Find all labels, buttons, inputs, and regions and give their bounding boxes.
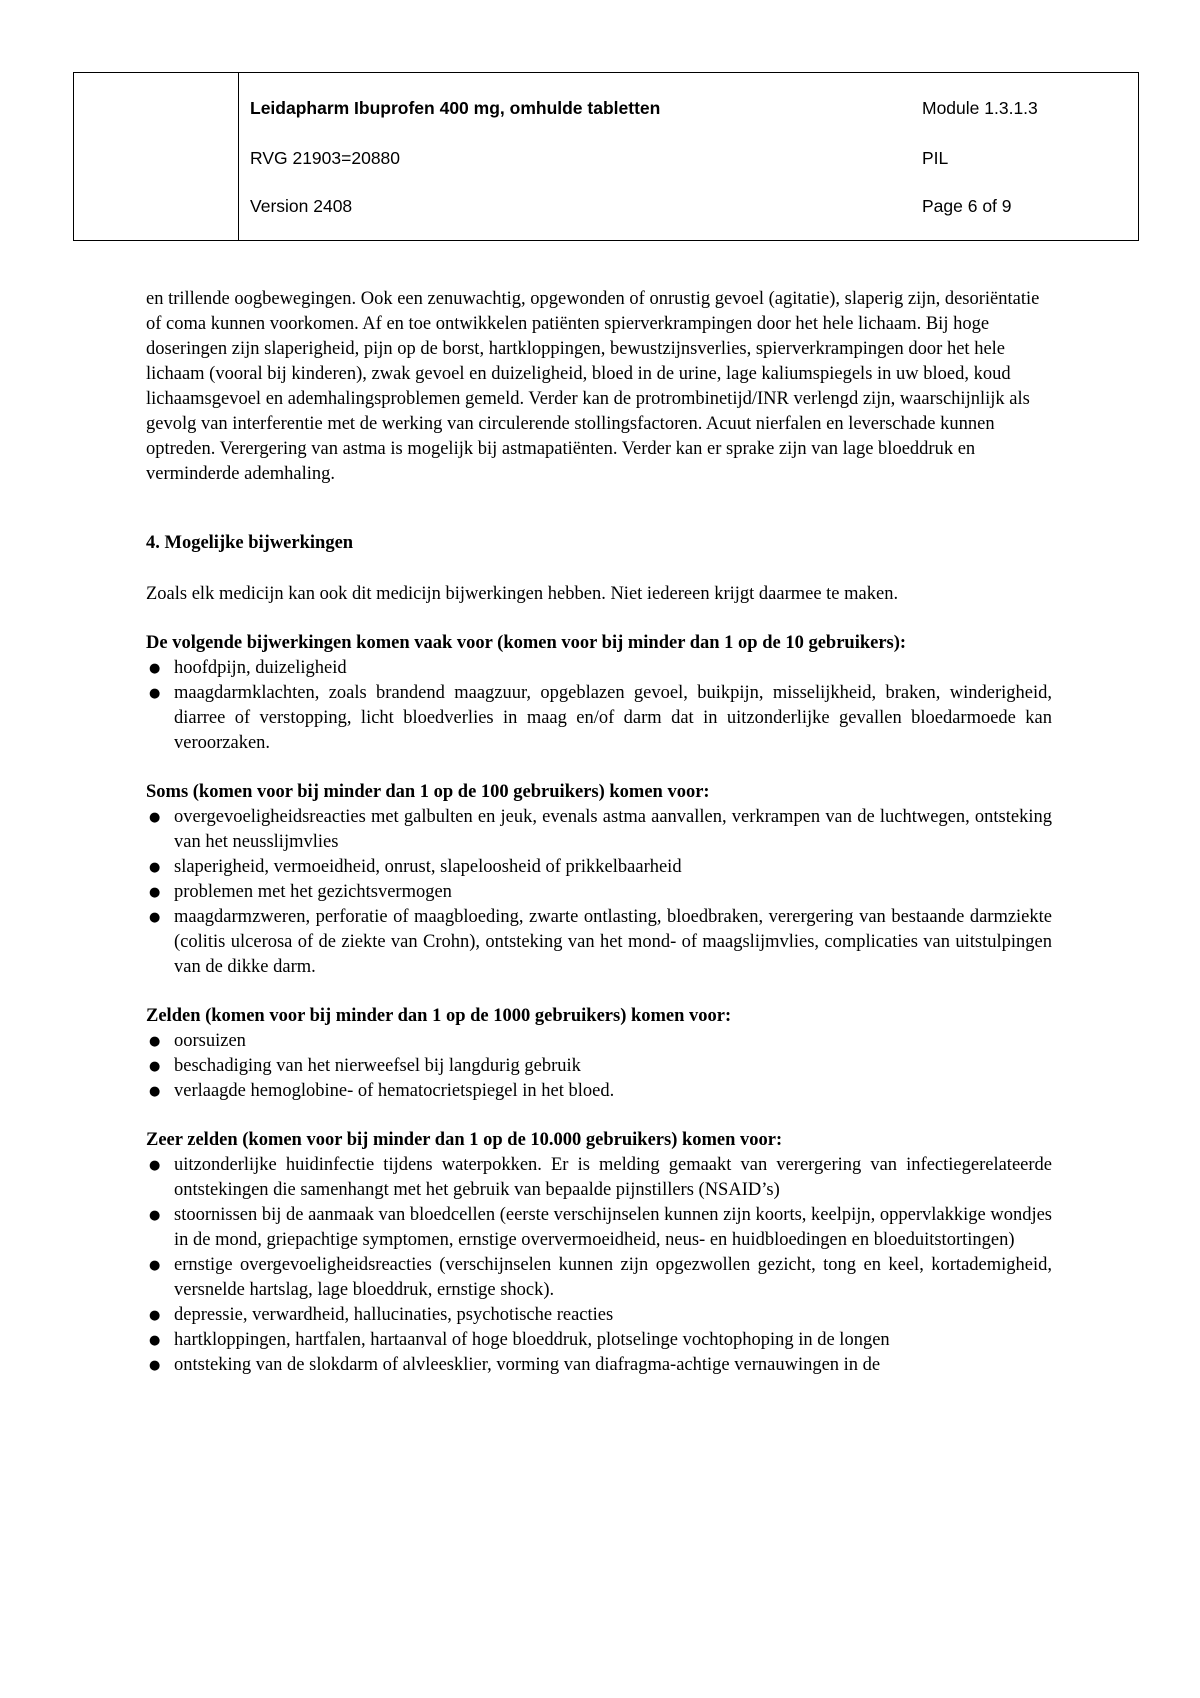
list-item-text: ontsteking van de slokdarm of alvleesklier, vorming van diafragma-achtige vernauwingen in de <box>174 1355 881 1375</box>
list-item-text: uitzonderlijke huidinfectie tijdens waterpokken. Er is melding gemaakt van verergering van infectiegerelateerde ontstekingen die samenhangt met het gebruik van bepaalde pijnstillers (NSAID’s) <box>174 1155 1052 1200</box>
list-item-text: oorsuizen <box>174 1031 246 1051</box>
bullet-list <box>146 805 1052 980</box>
list-item <box>146 1253 1052 1303</box>
group-heading: Zeer zelden (komen voor bij minder dan 1 op de 10.000 gebruikers) komen voor: <box>146 1130 783 1150</box>
bullet-icon: ● <box>149 1084 161 1099</box>
group-heading: Zelden (komen voor bij minder dan 1 op de 1000 gebruikers) komen voor: <box>146 1006 732 1026</box>
list-item-text: maagdarmklachten, zoals brandend maagzuur, opgeblazen gevoel, buikpijn, misselijkheid, braken, winderigheid, diarree of verstopping, licht bloedverlies in maag en/of darm dat in uitzonderlijke gevallen bloedarmoede kan veroorzaken. <box>174 683 1052 753</box>
bullet-list <box>146 656 1052 756</box>
list-item-text: hoofdpijn, duizeligheid <box>174 658 347 678</box>
section-heading: 4. Mogelijke bijwerkingen <box>146 533 354 553</box>
bullet-icon: ● <box>149 810 161 825</box>
list-item-text: stoornissen bij de aanmaak van bloedcellen (eerste verschijnselen kunnen zijn koorts, keelpijn, oppervlakkige wondjes in de mond, griepachtige symptomen, ernstige oververmoeidheid, neus- en huidbloedingen en bloeduitstortingen) <box>174 1205 1052 1250</box>
list-item-text: problemen met het gezichtsvermogen <box>174 882 452 902</box>
list-item-text: hartkloppingen, hartfalen, hartaanval of hoge bloeddruk, plotselinge vochtophoping in de longen <box>174 1330 890 1350</box>
group-heading: Soms (komen voor bij minder dan 1 op de 100 gebruikers) komen voor: <box>146 782 710 802</box>
overdose-paragraph: en trillende oogbewegingen. Ook een zenuwachtig, opgewonden of onrustig gevoel (agitatie), slaperig zijn, desoriëntatie of coma kunnen voorkomen. Af en toe ontwikkelen patiënten spierverkrampingen door het hele lichaam. Bij hoge doseringen zijn slaperigheid, pijn op de borst, hartkloppingen, bewustzijnsverlies, spierverkrampingen door het hele lichaam (vooral bij kinderen), zwak gevoel en duizeligheid, bloed in de urine, lage kaliumspiegels in uw bloed, koud lichaamsgevoel en ademhalingsproblemen gemeld. Verder kan de protrombinetijd/INR verlengd zijn, waarschijnlijk als gevolg van interferentie met de werking van circulerende stollingsfactoren. Acuut nierfalen en leverschade kunnen optreden. Verergering van astma is mogelijk bij astmapatiënten. Verder kan er sprake zijn van lage bloeddruk en verminderde ademhaling. <box>146 289 1040 484</box>
list-item <box>146 656 1052 681</box>
header-column-divider <box>238 73 239 240</box>
list-item <box>146 905 1052 980</box>
bullet-icon: ● <box>149 686 161 701</box>
list-item <box>146 1029 1052 1054</box>
list-item <box>146 855 1052 880</box>
list-item <box>146 1153 1052 1203</box>
bullet-icon: ● <box>149 1333 161 1348</box>
bullet-icon: ● <box>149 1059 161 1074</box>
bullet-icon: ● <box>149 661 161 676</box>
module-label: Module 1.3.1.3 <box>922 98 1038 118</box>
list-item-text: maagdarmzweren, perforatie of maagbloeding, zwarte ontlasting, bloedbraken, verergering van bestaande darmziekte (colitis ulcerosa of de ziekte van Crohn), ontsteking van het mond- of maagslijmvlies, complicaties van uitstulpingen van de dikke darm. <box>174 907 1052 977</box>
list-item-text: ernstige overgevoeligheidsreacties (verschijnselen kunnen zijn opgezwollen gezicht, tong en keel, kortademigheid, versnelde hartslag, lage bloeddruk, ernstige shock). <box>174 1255 1052 1300</box>
document-type: PIL <box>922 148 949 168</box>
bullet-list <box>146 1153 1052 1378</box>
list-item <box>146 880 1052 905</box>
list-item <box>146 1079 1052 1104</box>
document-body <box>146 287 1052 1378</box>
bullet-icon: ● <box>149 1034 161 1049</box>
bullet-icon: ● <box>149 1258 161 1273</box>
list-item-text: beschadiging van het nierweefsel bij langdurig gebruik <box>174 1056 581 1076</box>
list-item <box>146 1054 1052 1079</box>
list-item <box>146 1203 1052 1253</box>
list-item-text: slaperigheid, vermoeidheid, onrust, slapeloosheid of prikkelbaarheid <box>174 857 682 877</box>
group-heading: De volgende bijwerkingen komen vaak voor (komen voor bij minder dan 1 op de 10 gebruikers): <box>146 633 907 653</box>
bullet-icon: ● <box>149 1208 161 1223</box>
bullet-icon: ● <box>149 1158 161 1173</box>
side-effect-groups <box>146 631 1052 1378</box>
bullet-list <box>146 1029 1052 1104</box>
rvg-number: RVG 21903=20880 <box>250 148 401 168</box>
page-number: Page 6 of 9 <box>922 196 1012 216</box>
bullet-icon: ● <box>149 885 161 900</box>
side-effect-group <box>146 1004 1052 1104</box>
bullet-icon: ● <box>149 910 161 925</box>
list-item-text: depressie, verwardheid, hallucinaties, psychotische reacties <box>174 1305 614 1325</box>
side-effect-group <box>146 780 1052 980</box>
list-item-text: verlaagde hemoglobine- of hematocrietspiegel in het bloed. <box>174 1081 615 1101</box>
list-item-text: overgevoeligheidsreacties met galbulten en jeuk, evenals astma aanvallen, verkrampen van de luchtwegen, ontsteking van het neusslijmvlies <box>174 807 1052 852</box>
side-effect-group <box>146 1128 1052 1378</box>
version-label: Version 2408 <box>250 196 353 216</box>
product-title: Leidapharm Ibuprofen 400 mg, omhulde tabletten <box>250 98 661 118</box>
section-intro: Zoals elk medicijn kan ook dit medicijn bijwerkingen hebben. Niet iedereen krijgt daarmee te maken. <box>146 584 899 604</box>
bullet-icon: ● <box>149 1308 161 1323</box>
list-item <box>146 1328 1052 1353</box>
list-item <box>146 681 1052 756</box>
list-item <box>146 805 1052 855</box>
bullet-icon: ● <box>149 860 161 875</box>
side-effect-group <box>146 631 1052 756</box>
list-item <box>146 1303 1052 1328</box>
bullet-icon: ● <box>149 1358 161 1373</box>
header-table <box>73 72 1139 241</box>
list-item <box>146 1353 1052 1378</box>
